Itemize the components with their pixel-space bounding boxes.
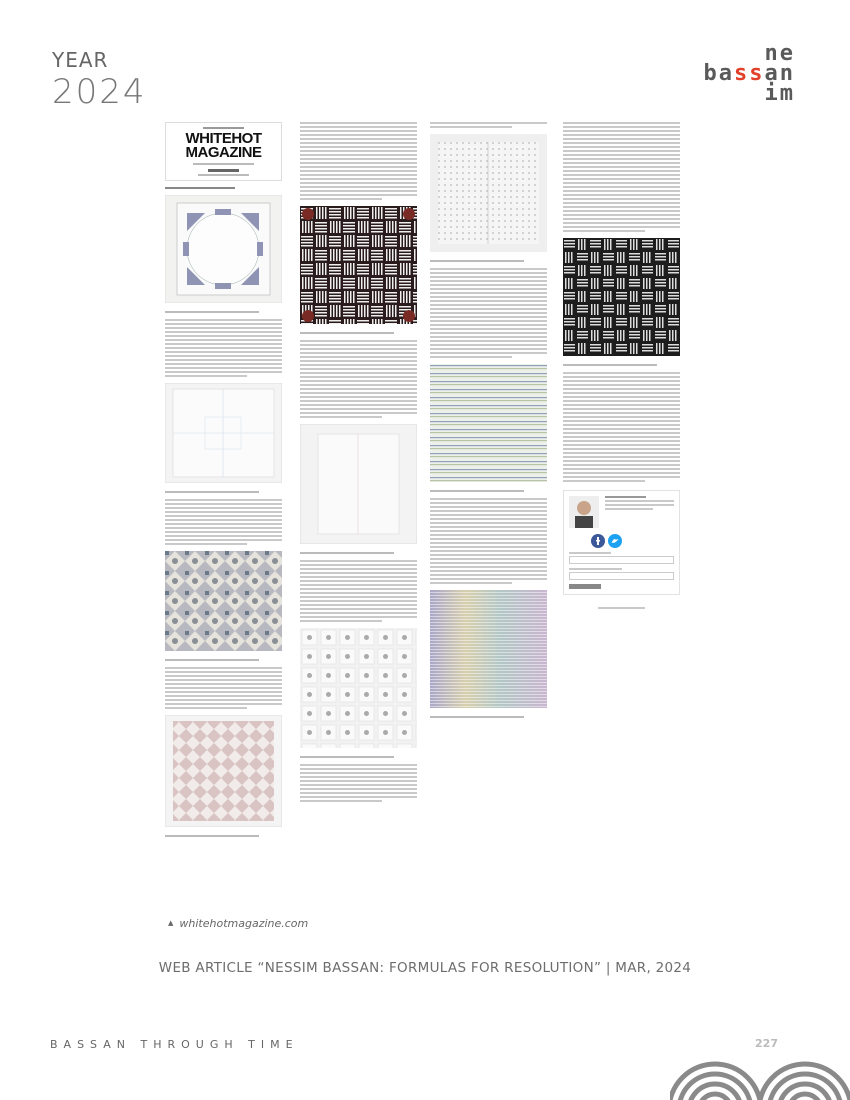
magazine-masthead: [165, 122, 282, 181]
artwork-checker-pink: [165, 715, 282, 831]
article-column-3: [430, 122, 547, 724]
article-title: WEB ARTICLE “NESSIM BASSAN: FORMULAS FOR RESOLUTION” | MAR, 2024: [158, 960, 692, 976]
footer-series-title: BASSAN THROUGH TIME: [50, 1038, 299, 1051]
magazine-name-line-1: WHITEHOT: [185, 130, 262, 147]
artwork-stripes-blue: [430, 364, 547, 486]
artwork-white-grid: [165, 383, 282, 487]
artwork-grey-dots: [430, 134, 547, 256]
artwork-weave-dark: [300, 206, 417, 328]
source-link[interactable]: [168, 917, 308, 930]
logo-line-1: ne: [764, 41, 795, 66]
artwork-diamond-tile: [165, 551, 282, 655]
artwork-color-stripes: [430, 590, 547, 712]
article-column-1: [165, 122, 282, 843]
facebook-icon[interactable]: [591, 534, 605, 548]
artwork-weave-grey: [563, 238, 680, 360]
source-link-text: whitehotmagazine.com: [179, 917, 309, 930]
twitter-icon[interactable]: [608, 534, 622, 548]
year-label: YEAR: [52, 48, 109, 72]
logo-part-c: an: [764, 61, 795, 86]
logo-line-3: im: [764, 81, 795, 106]
author-photo: [569, 496, 599, 528]
page-number: 227: [755, 1037, 778, 1050]
logo-part-a: ba: [703, 61, 734, 86]
magazine-name-line-2: MAGAZINE: [185, 144, 262, 161]
author-box: [563, 490, 680, 595]
artwork-circle-grid: [165, 195, 282, 307]
artwork-white-relief: [300, 628, 417, 752]
artwork-white-panel: [300, 424, 417, 548]
triangle-icon: ▲: [168, 919, 174, 927]
nessim-bassan-logo: [703, 41, 796, 106]
logo-part-ss: ss: [734, 61, 765, 86]
year-value: 2024: [52, 72, 147, 112]
decorative-arcs-icon: [670, 1054, 850, 1100]
article-column-4: [563, 122, 680, 609]
article-column-2: [300, 122, 417, 804]
